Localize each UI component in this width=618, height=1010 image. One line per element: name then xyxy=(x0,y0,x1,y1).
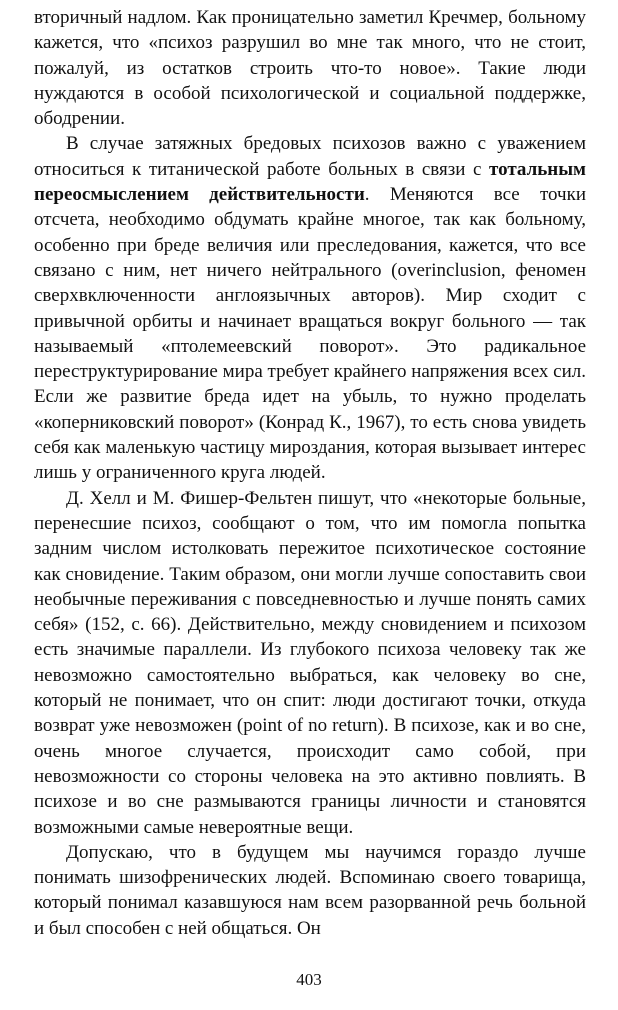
paragraph-1: вторичный надлом. Как проницательно заметил Кречмер, больному кажется, что «психоз разрушил во мне так много, что не стоит, пожалуй, из остатков строить что-то новое». Такие люди нуждаются в особой психологической и социальной поддержке, ободрении. xyxy=(34,7,586,130)
paragraph-2-text-start: В случае затяжных бредовых психозов важно с уважением относиться к титанической работе больных в связи с xyxy=(34,133,586,180)
paragraph-3: Д. Хелл и М. Фишер-Фельтен пишут, что «некоторые больные, перенесшие психоз, сообщают о том, что им помогла попытка задним числом истолковать пережитое психотическое состояние как сновидение. Таким образом, они могли лучше сопоставить свои необычные переживания с повседневностью и лучше понять самих себя» (152, с. 66). Действительно, между сновидением и психозом есть значимые параллели. Из глубокого психоза человеку так же невозможно самостоятельно выбраться, как человеку во сне, который не понимает, что он спит: люди достигают точки, откуда возврат уже невозможен (point of no return). В психозе, как и во сне, очень многое случается, происходит само собой, при невозможности со стороны человека на это активно повлиять. В психозе и во сне размываются границы личности и становятся возможными самые невероятные вещи. xyxy=(34,487,586,838)
paragraph-2-text-end: . Меняются все точки отсчета, необходимо обдумать крайне многое, так как больному, особенно при бреде величия или преследования, кажется, что все связано с ним, нет ничего нейтрального (overinclusion, феномен сверхвключенности англоязычных авторов). Мир сходит с привычной орбиты и начинает вращаться вокруг больного — так называемый «птолемеевский поворот». Это радикальное переструктурирование мира требует крайнего напряжения всех сил. Если же развитие бреда идет на убыль, то нужно проделать «коперниковский поворот» (Конрад К., 1967), то есть снова увидеть себя как маленькую частицу мироздания, которая вызывает интерес лишь у ограниченного круга людей. xyxy=(34,184,586,484)
paragraph-2-bold-phrase: тотальным переосмыслением действительности xyxy=(34,158,586,206)
page-body xyxy=(34,5,586,941)
paragraph-4: Допускаю, что в будущем мы научимся гораздо лучше понимать шизофренических людей. Вспоминаю своего товарища, который понимал казавшуюся нам всем разорванной речь больной и был способен с ней общаться. Он xyxy=(34,841,586,939)
paragraph-2 xyxy=(34,131,586,485)
page-number: 403 xyxy=(296,970,322,989)
